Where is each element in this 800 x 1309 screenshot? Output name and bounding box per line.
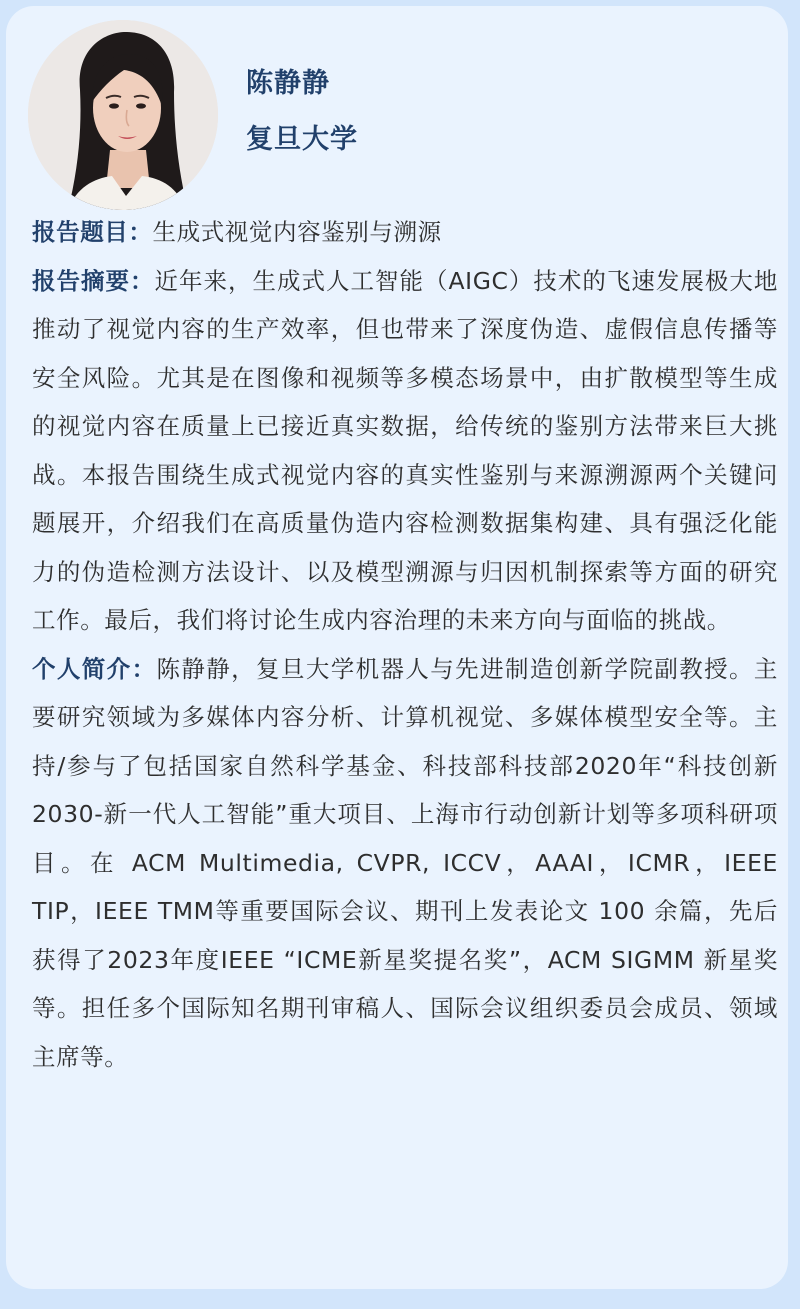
speaker-name: 陈静静	[246, 68, 330, 99]
report-abstract-text: 近年来，生成式人工智能（AIGC）技术的飞速发展极大地推动了视觉内容的生产效率，但也带来了深度伪造、虚假信息传播等安全风险。尤其是在图像和视频等多模态场景中，由扩散模型等生成的视觉内容在质量上已接近真实数据，给传统的鉴别方法带来巨大挑战。本报告围绕生成式视觉内容的真实性鉴别与来源溯源两个关键问题展开，介绍我们在高质量伪造内容检测数据集构建、具有强泛化能力的伪造检测方法设计、以及模型溯源与归因机制探索等方面的研究工作。最后，我们将讨论生成内容治理的未来方向与面临的挑战。	[32, 266, 779, 634]
report-abstract-section	[32, 257, 778, 645]
report-title-label: 报告题目：	[32, 218, 153, 246]
portrait-image	[28, 20, 218, 210]
bio-label: 个人简介：	[32, 654, 157, 683]
bio-section	[32, 645, 778, 1082]
speaker-card	[6, 6, 788, 1289]
report-abstract-label: 报告摘要：	[32, 266, 155, 295]
bio-text: 陈静静，复旦大学机器人与先进制造创新学院副教授。主要研究领域为多媒体内容分析、计算机视觉、多媒体模型安全等。主持/参与了包括国家自然科学基金、科技部科技部2020年“科技创新2030-新一代人工智能”重大项目、上海市行动创新计划等多项科研项目。在 ACM Multimedia, CVPR, ICCV，AAAI，ICMR，IEEE TIP，IEEE TMM等重要国际会议、期刊上发表论文 100 余篇，先后获得了2023年度IEEE “ICME新星奖提名奖”，ACM SIGMM 新星奖等。担任多个国际知名期刊审稿人、国际会议组织委员会成员、领域主席等。	[32, 654, 779, 1071]
speaker-avatar	[28, 20, 218, 210]
speaker-header	[246, 56, 358, 168]
speaker-affiliation: 复旦大学	[246, 124, 358, 155]
talk-details	[32, 208, 778, 1081]
report-title-text: 生成式视觉内容鉴别与溯源	[152, 218, 442, 246]
report-title-section	[32, 208, 778, 257]
